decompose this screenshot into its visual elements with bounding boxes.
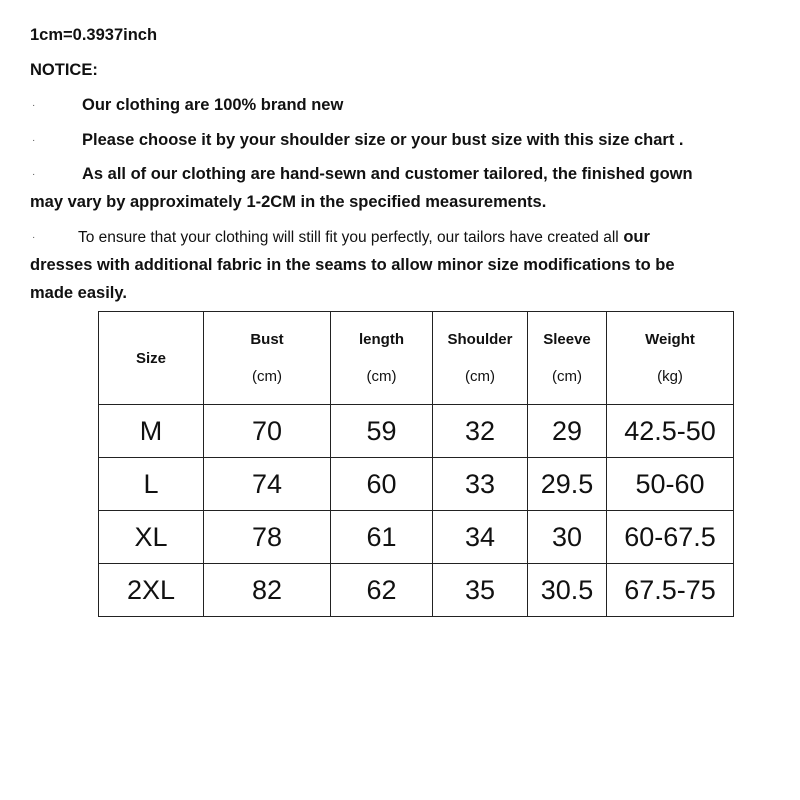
cell-sleeve: 30.5: [528, 564, 607, 617]
table-row: [99, 458, 734, 511]
table-row: [99, 405, 734, 458]
header-bust: Bust (cm): [204, 312, 331, 405]
notice-line-3b: may vary by approximately 1-2CM in the specified measurements.: [30, 193, 547, 211]
cell-size: 2XL: [99, 564, 204, 617]
cell-weight: 50-60: [607, 458, 734, 511]
notice-line-4b: dresses with additional fabric in the seams to allow minor size modifications to be: [30, 256, 675, 274]
table-row: [99, 564, 734, 617]
notice-line-4a-light: To ensure that your clothing will still fit you perfectly, our tailors have created all: [78, 229, 619, 246]
cell-length: 62: [331, 564, 433, 617]
cell-size: XL: [99, 511, 204, 564]
header-length: length (cm): [331, 312, 433, 405]
notice-line-4a: [78, 227, 650, 248]
notice-line-4c: made easily.: [30, 284, 127, 302]
cell-sleeve: 30: [528, 511, 607, 564]
cell-shoulder: 32: [433, 405, 528, 458]
notice-line-2: Please choose it by your shoulder size or your bust size with this size chart .: [82, 131, 684, 149]
header-sleeve: Sleeve (cm): [528, 312, 607, 405]
cell-sleeve: 29: [528, 405, 607, 458]
cell-length: 61: [331, 511, 433, 564]
cell-bust: 70: [204, 405, 331, 458]
cell-weight: 67.5-75: [607, 564, 734, 617]
cell-shoulder: 34: [433, 511, 528, 564]
cell-size: L: [99, 458, 204, 511]
bullet-1: ·: [32, 100, 36, 111]
notice-line-1: Our clothing are 100% brand new: [82, 96, 344, 114]
cell-bust: 74: [204, 458, 331, 511]
notice-line-4a-bold: our: [623, 228, 650, 246]
header-size: Size: [99, 312, 204, 405]
bullet-4: ·: [32, 232, 36, 243]
table-header-row: [99, 312, 734, 405]
header-shoulder: Shoulder (cm): [433, 312, 528, 405]
bullet-2: ·: [32, 135, 36, 146]
cell-length: 59: [331, 405, 433, 458]
table-row: [99, 511, 734, 564]
cell-shoulder: 33: [433, 458, 528, 511]
size-chart-table: [98, 311, 734, 617]
cell-bust: 82: [204, 564, 331, 617]
bullet-3: ·: [32, 169, 36, 180]
cell-bust: 78: [204, 511, 331, 564]
conversion-note: 1cm=0.3937inch: [30, 26, 158, 44]
cell-length: 60: [331, 458, 433, 511]
notice-line-3a: As all of our clothing are hand-sewn and customer tailored, the finished gown: [82, 165, 693, 183]
cell-sleeve: 29.5: [528, 458, 607, 511]
cell-shoulder: 35: [433, 564, 528, 617]
cell-weight: 60-67.5: [607, 511, 734, 564]
cell-size: M: [99, 405, 204, 458]
cell-weight: 42.5-50: [607, 405, 734, 458]
notice-heading: NOTICE:: [30, 61, 98, 79]
header-weight: Weight (kg): [607, 312, 734, 405]
